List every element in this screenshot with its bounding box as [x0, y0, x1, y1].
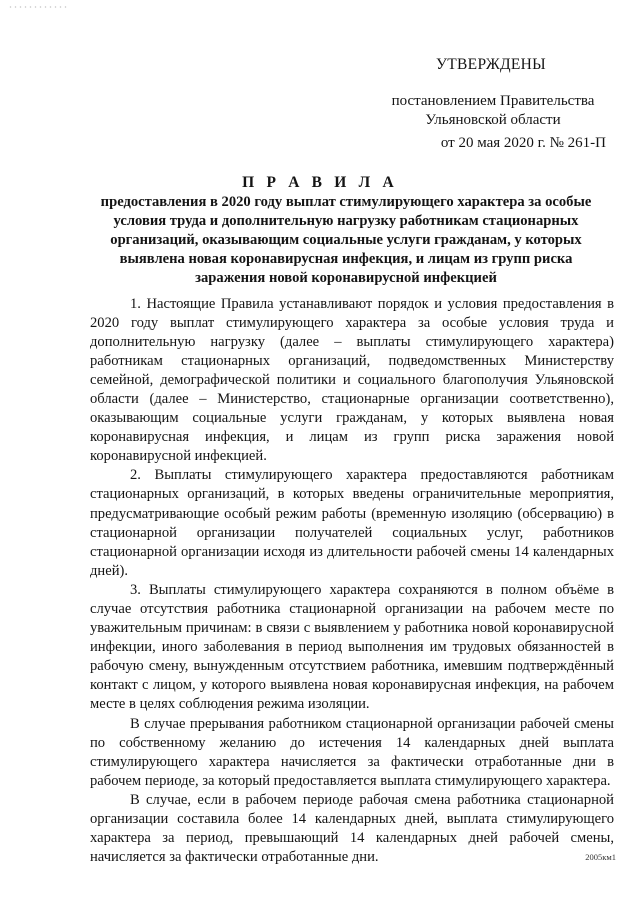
paragraph-2: 2. Выплаты стимулирующего характера предоставляются работникам стационарных организаций, в которых введены ограничительные мероприятия, предусматривающие особый режим работы (временную изоляцию (обсервацию) в стационарной организации получателей социальных услуг, работников стационарной организации исходя из длительности рабочей смены 14 календарных дней).: [90, 467, 614, 579]
document-subtitle: предоставления в 2020 году выплат стимулирующего характера за особые условия труда и дополнительную нагрузку работникам стационарных организаций, оказывающим социальные услуги гражданам, у которых выявлена новая коронавирусная инфекция, и лицам из групп риска заражения новой коронавирусной инфекцией: [100, 194, 592, 287]
document-title: П Р А В И Л А: [242, 174, 398, 191]
approval-block: [0, 0, 640, 180]
document-body: [90, 295, 614, 867]
paragraph-4: В случае прерывания работником стационарной организации рабочей смены по собственному желанию до истечения 14 календарных дней выплата стимулирующего характера начисляется за фактически отработанные дни в рабочем периоде, за который предоставляется выплата стимулирующего характера.: [90, 715, 614, 789]
resolution-date: от 20 мая 2020 г. № 261-П: [440, 135, 606, 151]
paragraph-1: 1. Настоящие Правила устанавливают порядок и условия предоставления в 2020 году выплат стимулирующего характера за особые условия труда и дополнительную нагрузку (далее – выплаты стимулирующего характера) работникам стационарных организаций, подведомственных Министерству семейной, демографической политики и социального благополучия Ульяновской области (далее – Министерство, стационарные организации соответственно), оказывающим социальные услуги гражданам, у которых выявлена новая коронавирусная инфекция, и лицам из групп риска заражения новой коронавирусной инфекцией.: [90, 296, 614, 465]
resolution-text: постановлением Правительства Ульяновской области: [391, 93, 595, 128]
paragraph-5: В случае, если в рабочем периоде рабочая смена работника стационарной организации составила более 14 календарных дней, выплата стимулирующего характера за период, превышающий 14 календарных дней рабочей смены, начисляется за фактически отработанные дни.: [90, 792, 614, 866]
footer-document-code: 2005км1: [585, 852, 616, 862]
approved-heading: УТВЕРЖДЕНЫ: [436, 56, 546, 73]
paragraph-3: 3. Выплаты стимулирующего характера сохраняются в полном объёме в случае отсутствия работника стационарной организации на рабочем месте по уважительным причинам: в связи с выявлением у работника новой коронавирусной инфекции, иного заболевания в период выполнения им трудовых обязанностей в рабочую смену, вынужденным отсутствием работника, имевшим подтверждённый контакт с лицом, у которого выявлена новая коронавирусная инфекция, на рабочем месте в целях соблюдения режима изоляции.: [90, 581, 614, 712]
